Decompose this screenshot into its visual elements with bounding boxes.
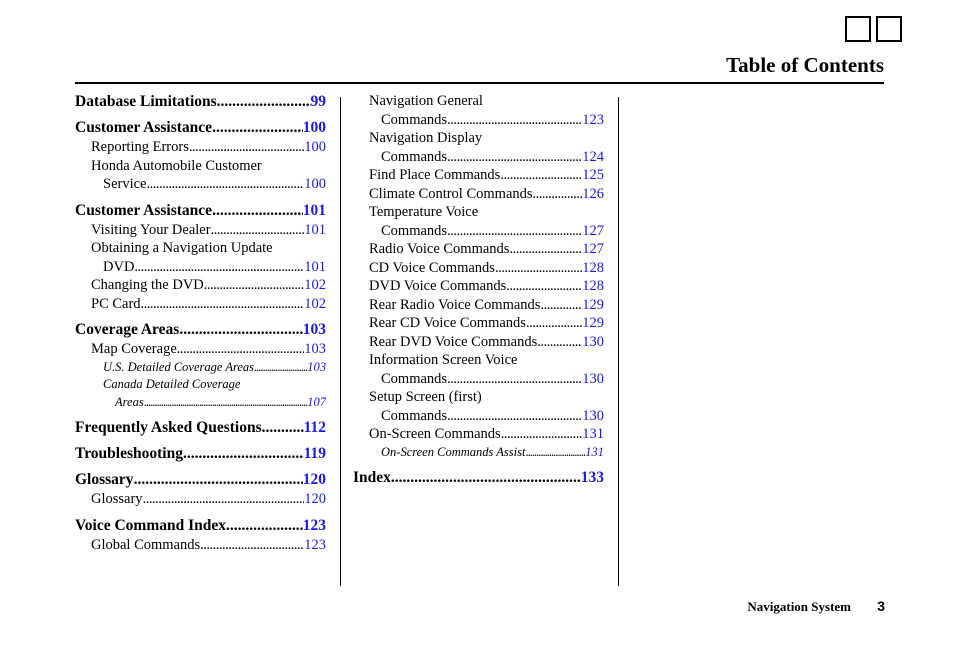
toc-page-link[interactable]: 130 [582,370,604,387]
dot-leader [526,314,582,333]
dot-leader [204,276,304,295]
toc-entry-label: Map Coverage [91,341,177,357]
toc-entry-label: Service [103,176,147,192]
next-page-button[interactable] [876,16,902,42]
toc-entry[interactable] [75,359,326,377]
toc-entry-label: Glossary [75,471,134,488]
toc-entry-label: Visiting Your Dealer [91,221,211,238]
toc-entry-label: Climate Control Commands [369,185,533,202]
toc-entry-label: Coverage Areas [75,321,180,338]
toc-entry[interactable] [75,276,326,295]
toc-entry-label: Commands [381,407,448,424]
toc-entry-label: Glossary [91,491,143,507]
toc-page-link[interactable]: 120 [304,491,326,507]
toc-entry-label: Voice Command Index [75,516,226,534]
toc-entry[interactable] [75,394,326,412]
toc-page-link[interactable]: 102 [304,277,326,293]
toc-entry-label: Canada Detailed Coverage [103,377,241,391]
toc-entry[interactable] [75,320,326,339]
dot-leader [525,444,585,462]
dot-leader [217,92,311,111]
toc-entry [353,203,604,222]
toc-entry-label: PC Card [91,295,141,312]
toc-entry[interactable] [75,470,326,489]
toc-entry-label: Navigation Display [369,130,483,146]
toc-entry[interactable] [75,536,326,555]
toc-entry [75,239,326,258]
toc-entry[interactable] [75,175,326,194]
toc-entry[interactable] [75,444,326,463]
toc-page-link[interactable]: 129 [582,296,604,313]
dot-leader [501,425,583,444]
column-divider [340,97,341,586]
toc-page-link[interactable]: 128 [582,278,604,294]
dot-leader [447,370,582,389]
toc-page-link[interactable]: 130 [582,407,604,424]
toc-page-link[interactable]: 100 [304,139,326,155]
dot-leader [447,407,582,426]
toc-page-link[interactable]: 125 [582,167,604,183]
toc-entry[interactable] [353,444,604,462]
toc-entry-label: Commands [381,370,448,387]
dot-leader [143,490,305,509]
toc-entry[interactable] [353,314,604,333]
dot-leader [144,394,308,412]
dot-leader [146,175,304,194]
toc-page-link[interactable]: 101 [304,258,326,275]
toc-entry-label: Radio Voice Commands [369,241,510,257]
dot-leader [212,201,303,220]
toc-page-link[interactable]: 120 [302,471,326,488]
toc-entry[interactable] [353,425,604,444]
toc-entry[interactable] [353,333,604,352]
dot-leader [447,111,582,130]
dot-leader [134,470,303,489]
toc-entry-label: Changing the DVD [91,277,204,293]
toc-entry[interactable] [75,295,326,314]
toc-entry-label: On-Screen Commands [369,426,501,442]
toc-entry-label: Rear DVD Voice Commands [369,333,538,350]
column-divider [618,97,619,586]
page-title: Table of Contents [726,53,884,77]
dot-leader [495,259,582,278]
toc-entry-label: Obtaining a Navigation Update [91,240,273,256]
dot-leader [537,333,582,352]
toc-page-link[interactable]: 112 [303,419,326,436]
toc-page-link[interactable]: 119 [303,445,326,462]
toc-entry-label: Commands [381,111,448,128]
toc-entry[interactable] [75,418,326,437]
toc-entry[interactable] [75,92,326,111]
toc-page-link[interactable]: 99 [310,93,326,110]
toc-entry[interactable] [75,258,326,277]
toc-entry-label: Troubleshooting [75,445,183,462]
footer-section-title: Navigation System [747,599,851,614]
toc-page-link[interactable]: 100 [302,119,326,136]
footer-page-number: 3 [877,598,885,614]
toc-entry [75,376,326,394]
toc-entry[interactable] [353,185,604,204]
toc-page-link[interactable]: 103 [307,359,326,374]
toc-page-link[interactable]: 130 [582,333,604,350]
toc-entry-label: On-Screen Commands Assist [381,444,526,459]
toc-entry-label: CD Voice Commands [369,259,495,276]
toc-page-link[interactable]: 131 [582,426,604,442]
toc-page-link[interactable]: 131 [585,444,604,459]
toc-entry-label: Customer Assistance [75,201,213,219]
toc-entry[interactable] [75,340,326,359]
dot-leader [262,418,304,437]
toc-entry-label: Database Limitations [75,93,217,110]
dot-leader [211,221,305,240]
toc-page-link[interactable]: 101 [302,201,326,219]
toc-entry[interactable] [75,516,326,535]
dot-leader [179,320,302,339]
toc-entry[interactable] [353,111,604,130]
dot-leader [200,536,304,555]
toc-page-link[interactable]: 103 [304,341,326,357]
toc-page-link[interactable]: 128 [582,259,604,276]
toc-page-link[interactable]: 123 [582,111,604,128]
toc-entry [353,92,604,111]
toc-entry-label: Index [353,469,391,486]
dot-leader [141,295,305,314]
dot-leader [254,359,307,377]
previous-page-button[interactable] [845,16,871,42]
toc-page-link[interactable]: 127 [582,222,604,239]
dot-leader [134,258,304,277]
toc-entry[interactable] [353,222,604,241]
toc-page-link[interactable]: 133 [580,469,604,486]
dot-leader [540,296,582,315]
toc-page-link[interactable]: 101 [304,221,326,238]
toc-entry-label: Reporting Errors [91,139,189,155]
toc-entry-label: Commands [381,222,448,239]
toc-page-link[interactable]: 100 [304,176,326,192]
toc-entry [353,388,604,407]
dot-leader [226,516,303,535]
toc-entry-label: Commands [381,148,448,165]
toc-page-link[interactable]: 124 [582,148,604,165]
toc-page-link[interactable]: 127 [582,241,604,257]
dot-leader [506,277,582,296]
toc-entry [353,351,604,370]
toc-entry[interactable] [75,138,326,157]
dot-leader [212,118,303,137]
toc-entry[interactable] [353,148,604,167]
toc-column-2 [353,92,604,487]
dot-leader [391,468,581,487]
toc-entry[interactable] [75,221,326,240]
toc-entry-label: Information Screen Voice [369,352,518,368]
toc-entry[interactable] [353,407,604,426]
dot-leader [447,222,582,241]
toc-entry[interactable] [353,259,604,278]
toc-entry[interactable] [353,240,604,259]
toc-entry[interactable] [75,201,326,220]
toc-entry[interactable] [353,166,604,185]
toc-entry[interactable] [353,296,604,315]
toc-entry-label: Find Place Commands [369,167,501,183]
dot-leader [500,166,582,185]
dot-leader [509,240,582,259]
toc-page-link[interactable]: 107 [307,394,326,409]
toc-entry[interactable] [75,118,326,137]
toc-entry[interactable] [353,468,604,487]
toc-entry[interactable] [353,277,604,296]
toc-page-link[interactable]: 123 [302,516,326,534]
toc-entry-label: Temperature Voice [369,204,479,220]
toc-entry-label: Honda Automobile Customer [91,157,262,174]
dot-leader [533,185,583,204]
toc-page-link[interactable]: 103 [302,321,326,338]
toc-page-link[interactable]: 123 [304,536,326,553]
toc-page-link[interactable]: 129 [582,315,604,331]
toc-entry-label: Frequently Asked Questions [75,419,262,436]
dot-leader [183,444,304,463]
dot-leader [177,340,304,359]
toc-column-1 [75,92,326,554]
toc-page-link[interactable]: 102 [304,295,326,312]
toc-page-link[interactable]: 126 [582,185,604,202]
toc-entry-label: U.S. Detailed Coverage Areas [103,359,255,374]
toc-entry [75,157,326,176]
toc-entry-label: Rear Radio Voice Commands [369,296,541,313]
toc-entry-label: Navigation General [369,93,483,109]
toc-entry [353,129,604,148]
toc-entry-label: DVD Voice Commands [369,278,507,294]
dot-leader [447,148,582,167]
toc-entry[interactable] [353,370,604,389]
toc-entry-label: Global Commands [91,536,201,553]
title-rule [75,82,884,84]
dot-leader [189,138,304,157]
toc-entry-label: Setup Screen (first) [369,389,482,405]
toc-entry-label: Customer Assistance [75,119,213,136]
toc-entry-label: Areas [115,394,144,409]
toc-entry-label: Rear CD Voice Commands [369,315,526,331]
toc-entry-label: DVD [103,258,135,275]
toc-entry[interactable] [75,490,326,509]
